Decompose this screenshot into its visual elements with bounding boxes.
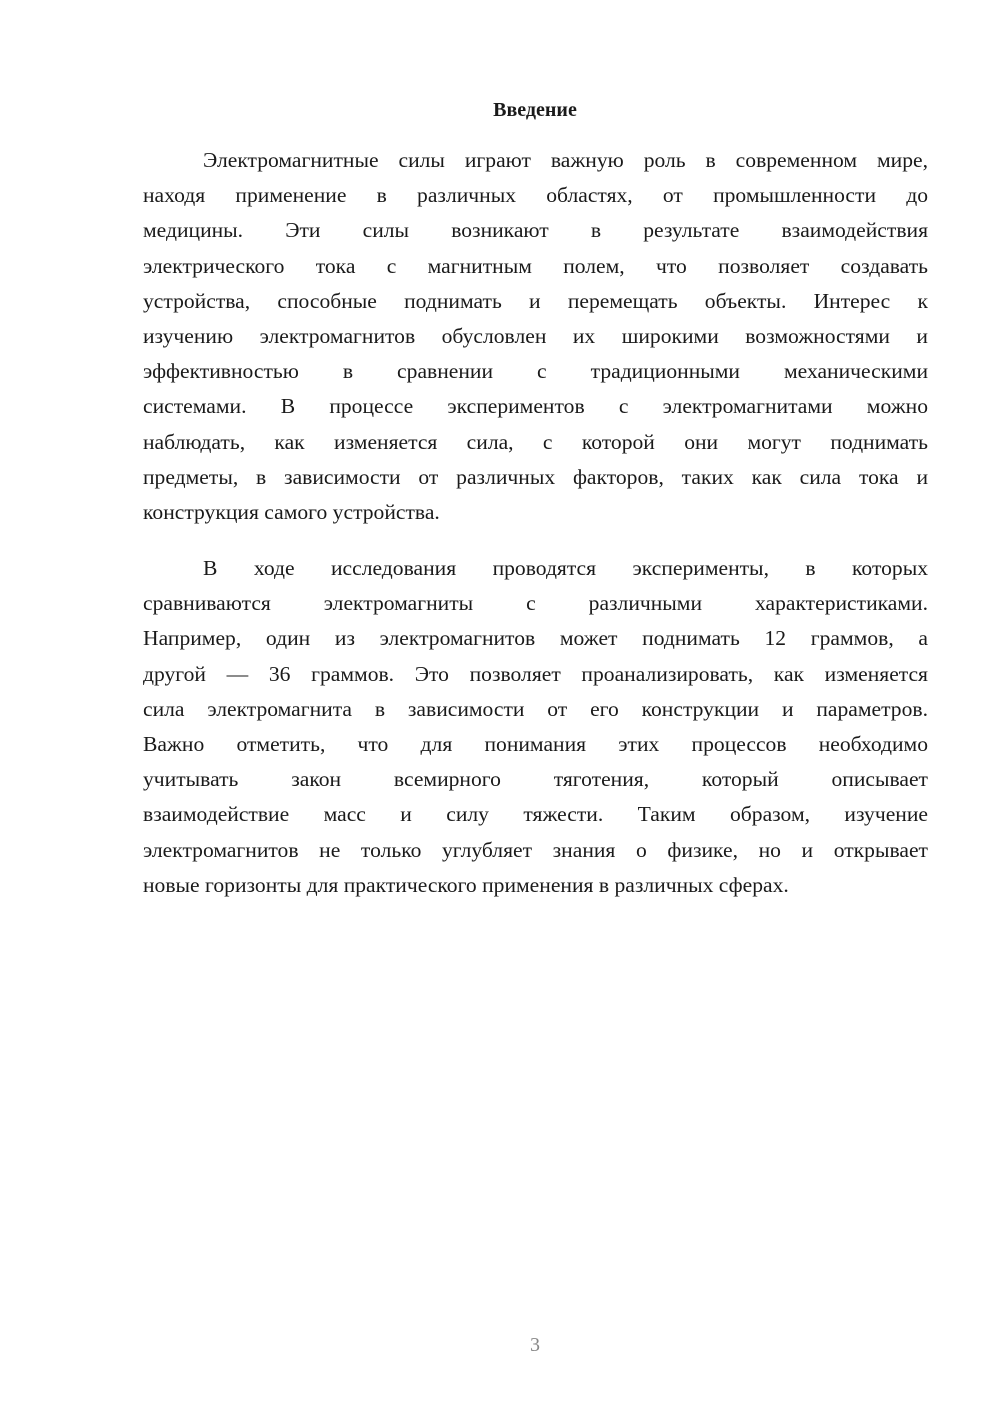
text-line: Электромагнитные силы играют важную роль в современном мире, [203, 148, 928, 172]
text-line: взаимодействие масс и силу тяжести. Таким образом, изучение [143, 802, 928, 827]
text-line: новые горизонты для практического применения в различных сферах. [143, 872, 789, 897]
text-line: электрического тока с магнитным полем, что позволяет создавать [143, 253, 928, 278]
text-line: наблюдать, как изменяется сила, с которой они могут поднимать [143, 429, 928, 454]
text-line: устройства, способные поднимать и перемещать объекты. Интерес к [143, 288, 928, 313]
paragraph-2 [143, 551, 928, 903]
text-line: Важно отметить, что для понимания этих процессов необходимо [143, 731, 928, 756]
text-line: находя применение в различных областях, от промышленности до [143, 183, 928, 208]
page-number: 3 [530, 1334, 540, 1356]
paragraph-1 [143, 143, 928, 530]
text-line: конструкция самого устройства. [143, 499, 440, 524]
text-line: другой — 36 граммов. Это позволяет проанализировать, как изменяется [143, 661, 928, 686]
section-heading: Введение [493, 99, 577, 121]
text-line: В ходе исследования проводятся эксперименты, в которых [203, 556, 928, 580]
text-line: системами. В процессе экспериментов с электромагнитами можно [143, 394, 928, 419]
text-line: сила электромагнита в зависимости от его конструкции и параметров. [143, 696, 928, 721]
text-line: Например, один из электромагнитов может поднимать 12 граммов, а [143, 626, 928, 651]
text-line: медицины. Эти силы возникают в результате взаимодействия [143, 218, 928, 243]
text-line: изучению электромагнитов обусловлен их широкими возможностями и [143, 323, 928, 348]
text-line: эффективностью в сравнении с традиционными механическими [143, 359, 928, 384]
text-line: учитывать закон всемирного тяготения, который описывает [143, 767, 928, 792]
text-line: электромагнитов не только углубляет знания о физике, но и открывает [143, 837, 928, 862]
text-line: предметы, в зависимости от различных факторов, таких как сила тока и [143, 464, 928, 489]
text-line: сравниваются электромагниты с различными характеристиками. [143, 591, 928, 616]
